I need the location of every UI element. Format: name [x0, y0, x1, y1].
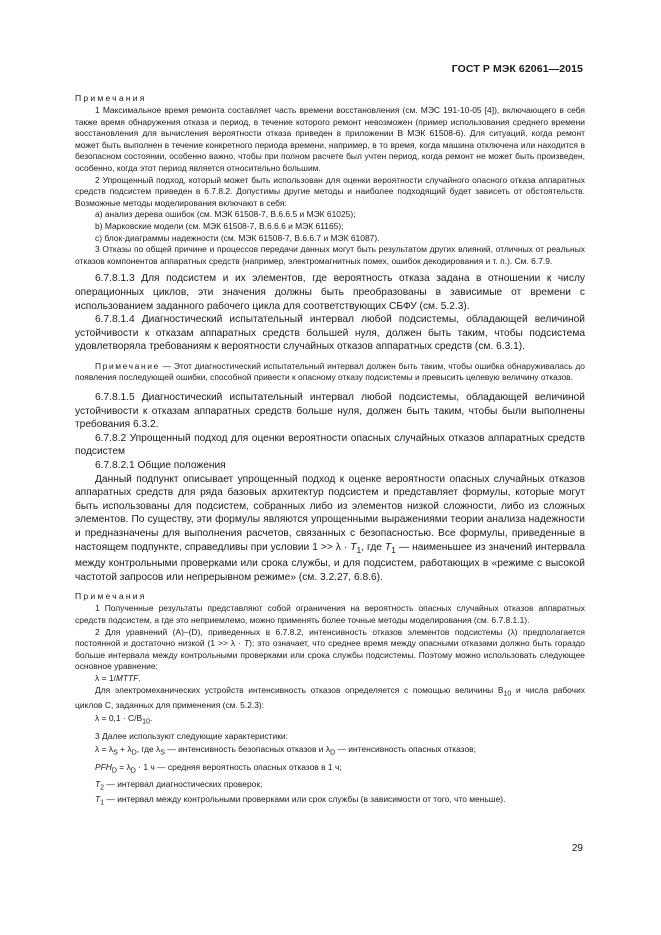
clause-paragraph: 6.7.8.1.3 Для подсистем и их элементов, где вероятность отказа задана в отношении к числу операционных циклов, эти значения должны быть преобразованы в зависимые от времени с использованием заданного рабочего цикла для соответствующих СБФУ (см. 5.2.3).	[75, 273, 585, 312]
text-span: — интенсивность опасных отказов;	[335, 744, 476, 755]
text-span: 2 Для уравнений (A)–(D), приведенных в 6.7.8.2, интенсивность отказов элементов подсистемы (λ) предполагается постоянной и достаточно низкой (1 >> λ ·	[75, 626, 585, 649]
text-span: , где	[361, 541, 385, 553]
subscript: 10	[503, 690, 512, 698]
subscript: D	[130, 767, 136, 775]
equation	[75, 673, 585, 685]
subscript: 1	[100, 799, 105, 807]
subscript: D	[330, 750, 336, 757]
note-paragraph: 3 Отказы по общей причине и процессов передачи данных могут быть результатом других влияний, отличных от реальных отказов компонентов аппаратных средств (например, электромагнитных помех, ошибок декодирования и т. п.). См. 6.7.9.	[75, 244, 585, 266]
note-list-item: c) блок-диаграммы надежности (см. МЭК 61508-7, B.6.6.7 и МЭК 61087).	[95, 232, 380, 243]
clause-paragraph	[75, 473, 585, 585]
note-paragraph	[75, 627, 585, 673]
note-list-item: b) Марковские модели (см. МЭК 61508-7, B.6.6.6 и МЭК 61165);	[95, 220, 344, 231]
text-span: · 1 ч — средняя вероятность опасных отказов в 1 ч;	[135, 761, 342, 772]
notes-heading: Примечания	[75, 93, 147, 103]
text-span: .	[149, 713, 153, 724]
text-span: — интервал между контрольными проверками или срок службы (в зависимости от того, что меньше).	[104, 794, 506, 805]
clause-paragraph: 6.7.8.1.5 Диагностический испытательный интервал любой подсистемы, обладающей величиной устойчивости к отказам аппаратных средств больше нуля, должен быть таким, чтобы были выполнены требования 6.3.2.	[75, 392, 585, 431]
clause-paragraph: 6.7.8.2 Упрощенный подход для оценки вероятности опасных случайных отказов аппаратных средств подсистем	[75, 432, 585, 458]
subscript: S	[160, 750, 165, 757]
text-span: + λ	[117, 744, 132, 755]
symbol-t: T	[95, 778, 101, 789]
document-id-header: ГОСТ Р МЭК 62061—2015	[451, 63, 583, 75]
symbol-t: T	[384, 541, 392, 553]
text-span: — наименьшее из значений интервала между контрольными проверками или срока службы, и для подсистем, работающих в «режиме с высокой частотой запросов или непрерывном режиме» (см. 3.2.27, 6.8.6).	[75, 541, 585, 583]
definition-line	[75, 762, 585, 777]
subscript: 2	[100, 784, 105, 792]
text-span: ); это означает, что среднее время между опасными отказами должно быть гораздо больше интервала между контрольными проверками или срока службы подсистемы. Поэтому можно использовать следующее основное уравнение:	[75, 638, 585, 672]
text-span: , где λ	[136, 744, 161, 755]
subscript: S	[113, 750, 118, 757]
subscript: D	[131, 750, 137, 757]
note-paragraph: 1 Максимальное время ремонта составляет часть времени восстановления (см. МЭС 191-10-05 [4]), включающего в себя также время обнаружения отказа и период, в течение которого ремонт невозможен (пример использования среднего времени восстановления для вычисления вероятности отказа приведен в приложении B МЭК 61508-6). Для ситуаций, когда ремонт может быть выполнен в течение конкретного периода времени, например, в то время, когда машина отключена или находится в безопасном состоянии, особенно важно, чтобы при полном расчете был учтен период, когда ремонт не может быть произведен, особенно, когда этот период является относительно большим.	[75, 105, 585, 173]
definition-line	[75, 744, 585, 759]
subscript: 10	[142, 719, 150, 727]
note-text: — Этот диагностический испытательный интервал должен быть таким, чтобы ошибка обнаруживалась до появления последующей ошибки, способной привести к опасному отказу подсистемы и превысить целевую величину отказов.	[75, 360, 585, 383]
note-paragraph: 2 Упрощенный подход, который может быть использован для оценки вероятности случайного опасного отказа аппаратных средств подсистем приведен в 6.7.8.2. Допустимы другие методы и наиболее подходящий будет зависеть от обстоятельств. Возможные методы моделирования включают в себя:	[75, 174, 585, 208]
page-body	[75, 93, 585, 809]
note-paragraph: 3 Далее используют следующие характеристики:	[95, 730, 288, 741]
note-label: Примечание	[95, 360, 160, 371]
note-paragraph	[75, 685, 585, 712]
symbol-t: T	[95, 794, 101, 805]
symbol-pfh: PFH	[95, 761, 112, 772]
text-span: λ = 0,1 · C/B	[95, 713, 143, 724]
equation	[75, 713, 585, 728]
symbol-t: T	[243, 638, 250, 649]
definition-line	[75, 779, 585, 794]
subscript: 1	[356, 544, 362, 555]
clause-paragraph: 6.7.8.1.4 Диагностический испытательный интервал любой подсистемы, обладающей величиной устойчивости к отказам аппаратных средств большей нуля, должен быть таким, чтобы подсистема удовлетворяла требованиям к вероятности случайных отказов аппаратных средств (см. 6.3.1).	[75, 314, 585, 353]
notes-heading: Примечания	[75, 591, 147, 602]
text-span: = λ	[116, 761, 131, 772]
text-span: .	[138, 672, 141, 683]
note-paragraph: 1 Полученные результаты представляют собой ограничения на вероятность опасных случайных отказов аппаратных средств подсистем, а где это неприемлемо, можно применять более точные методы моделирования (см. 6.7.8.1.1).	[75, 603, 585, 625]
symbol-mttf: MTTF	[115, 672, 139, 683]
text-span: — интенсивность безопасных отказов и λ	[164, 744, 331, 755]
text-span: λ = λ	[95, 744, 114, 755]
text-span: — интервал диагностических проверок;	[104, 778, 263, 789]
clause-heading: 6.7.8.2.1 Общие положения	[95, 460, 226, 472]
text-span: Данный подпункт описывает упрощенный подход к оценке вероятности опасных случайных отказов аппаратных средств для ряда базовых архитектур подсистем и представляет формулы, которые могут быть использованы для подсистем, собранных либо из элементов низкой сложности, либо из сложных элементов. По существу, эти формулы являются упрощенными выражениями теории анализа надежности и предназначены для выполнения расчетов, связанных с безопасностью. Все формулы, приведенные в настоящем подпункте, справедливы при условии 1 >> λ ·	[75, 473, 585, 553]
symbol-t: T	[350, 541, 357, 553]
subscript: D	[111, 767, 117, 775]
note-list-item: a) анализ дерева ошибок (см. МЭК 61508-7, B.6.6.5 и МЭК 61025);	[95, 209, 356, 220]
text-span: λ = 1/	[95, 672, 116, 683]
subscript: 1	[391, 544, 396, 555]
text-span: Для электромеханических устройств интенсивность отказов определяется с помощью величины B	[95, 684, 504, 695]
definition-line	[75, 794, 585, 809]
text-span: и числа рабочих циклов C, заданных для применения (см. 5.2.3):	[75, 684, 585, 710]
page-number: 29	[571, 843, 583, 854]
inline-note	[75, 361, 585, 384]
